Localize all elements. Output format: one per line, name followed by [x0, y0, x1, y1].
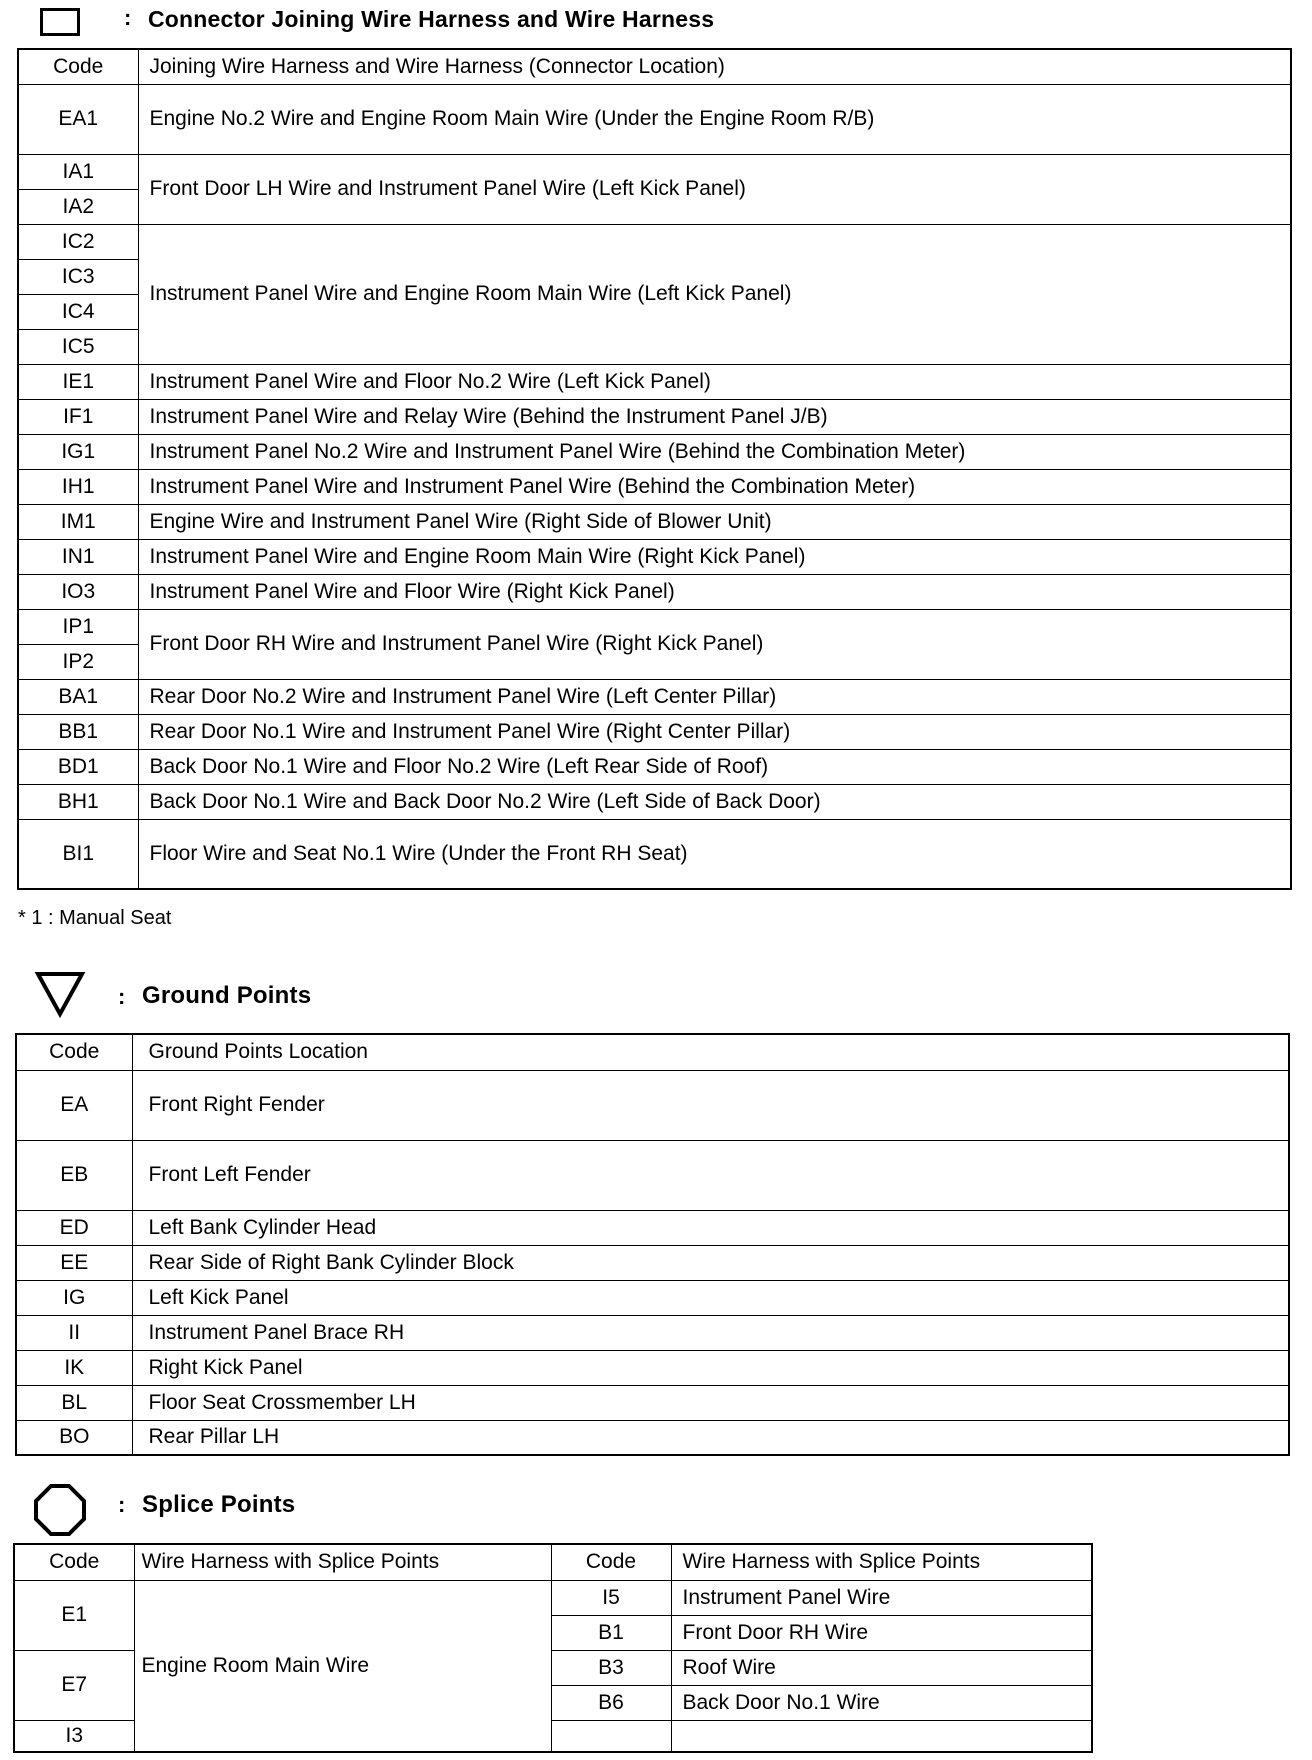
splice-harness: Engine Room Main Wire [134, 1580, 551, 1752]
connector-code: BH1 [18, 784, 138, 819]
ground-code: IK [16, 1350, 132, 1385]
table-row [18, 399, 1291, 434]
connector-code: IP2 [18, 644, 138, 679]
table-row [18, 364, 1291, 399]
code-column-header: Code [551, 1544, 671, 1580]
connector-location: Engine Wire and Instrument Panel Wire (Right Side of Blower Unit) [138, 504, 1291, 539]
splice-table [13, 1543, 1093, 1753]
table-row [16, 1140, 1289, 1210]
ground-location: Left Kick Panel [132, 1280, 1289, 1315]
table-row [16, 1245, 1289, 1280]
footnote: * 1 : Manual Seat [18, 907, 172, 929]
ground-section-title: Ground Points [142, 982, 312, 1009]
ground-colon: : [118, 984, 126, 1009]
connector-square-icon [40, 8, 80, 36]
connector-header-row [18, 49, 1291, 84]
ground-code: EE [16, 1245, 132, 1280]
splice-header-row [14, 1544, 1092, 1580]
splice-harness: Back Door No.1 Wire [671, 1685, 1092, 1720]
table-row [16, 1210, 1289, 1245]
splice-octagon-icon [32, 1482, 88, 1538]
splice-code: I5 [551, 1580, 671, 1615]
splice-harness-empty [671, 1720, 1092, 1752]
code-column-header: Code [14, 1544, 134, 1580]
connector-code: IF1 [18, 399, 138, 434]
table-row [18, 574, 1291, 609]
table-row [16, 1315, 1289, 1350]
code-column-header: Code [18, 49, 138, 84]
table-row [18, 679, 1291, 714]
table-row [18, 609, 1291, 644]
connector-code: IH1 [18, 469, 138, 504]
connector-location: Instrument Panel No.2 Wire and Instrument Panel Wire (Behind the Combination Meter) [138, 434, 1291, 469]
table-row [18, 714, 1291, 749]
ground-code: ED [16, 1210, 132, 1245]
ground-location: Right Kick Panel [132, 1350, 1289, 1385]
code-column-header: Code [16, 1034, 132, 1070]
splice-code: E1 [14, 1580, 134, 1650]
connector-code: IN1 [18, 539, 138, 574]
connector-location: Back Door No.1 Wire and Floor No.2 Wire (Left Rear Side of Roof) [138, 749, 1291, 784]
connector-code: IA1 [18, 154, 138, 189]
connector-code: IO3 [18, 574, 138, 609]
connector-location: Front Door LH Wire and Instrument Panel Wire (Left Kick Panel) [138, 154, 1291, 224]
connector-location: Instrument Panel Wire and Relay Wire (Behind the Instrument Panel J/B) [138, 399, 1291, 434]
connector-location: Front Door RH Wire and Instrument Panel Wire (Right Kick Panel) [138, 609, 1291, 679]
table-row [18, 539, 1291, 574]
splice-code: B3 [551, 1650, 671, 1685]
table-row [16, 1280, 1289, 1315]
ground-code: BO [16, 1420, 132, 1455]
ground-location: Front Left Fender [132, 1140, 1289, 1210]
table-row [14, 1580, 1092, 1615]
ground-location: Front Right Fender [132, 1070, 1289, 1140]
ground-location: Instrument Panel Brace RH [132, 1315, 1289, 1350]
table-row [18, 819, 1291, 889]
splice-code: E7 [14, 1650, 134, 1720]
splice-colon: : [118, 1492, 126, 1517]
table-row [18, 84, 1291, 154]
splice-code: I3 [14, 1720, 134, 1752]
connector-code: IE1 [18, 364, 138, 399]
connector-code: IC4 [18, 294, 138, 329]
splice-harness: Front Door RH Wire [671, 1615, 1092, 1650]
ground-location: Rear Pillar LH [132, 1420, 1289, 1455]
connector-code: IP1 [18, 609, 138, 644]
splice-code: B6 [551, 1685, 671, 1720]
ground-header-row [16, 1034, 1289, 1070]
ground-code: IG [16, 1280, 132, 1315]
ground-location: Rear Side of Right Bank Cylinder Block [132, 1245, 1289, 1280]
connector-code: IC2 [18, 224, 138, 259]
ground-code: BL [16, 1385, 132, 1420]
connector-location: Floor Wire and Seat No.1 Wire (Under the Front RH Seat) [138, 819, 1291, 889]
ground-location: Left Bank Cylinder Head [132, 1210, 1289, 1245]
table-row [16, 1350, 1289, 1385]
connector-location: Instrument Panel Wire and Engine Room Main Wire (Left Kick Panel) [138, 224, 1291, 364]
splice-code: B1 [551, 1615, 671, 1650]
ground-code: EB [16, 1140, 132, 1210]
connector-location: Instrument Panel Wire and Engine Room Main Wire (Right Kick Panel) [138, 539, 1291, 574]
splice-harness: Roof Wire [671, 1650, 1092, 1685]
connector-location: Back Door No.1 Wire and Back Door No.2 Wire (Left Side of Back Door) [138, 784, 1291, 819]
connector-code: BD1 [18, 749, 138, 784]
location-column-header: Ground Points Location [132, 1034, 1289, 1070]
connector-location: Instrument Panel Wire and Floor Wire (Right Kick Panel) [138, 574, 1291, 609]
ground-table [15, 1033, 1290, 1456]
splice-section-title: Splice Points [142, 1491, 296, 1518]
harness-column-header: Wire Harness with Splice Points [134, 1544, 551, 1580]
table-row [18, 504, 1291, 539]
connector-location: Engine No.2 Wire and Engine Room Main Wire (Under the Engine Room R/B) [138, 84, 1291, 154]
connector-section-title: Connector Joining Wire Harness and Wire Harness [148, 6, 715, 32]
connector-code: IC3 [18, 259, 138, 294]
connector-location: Rear Door No.1 Wire and Instrument Panel Wire (Right Center Pillar) [138, 714, 1291, 749]
location-column-header: Joining Wire Harness and Wire Harness (Connector Location) [138, 49, 1291, 84]
connector-code: EA1 [18, 84, 138, 154]
connector-code: BA1 [18, 679, 138, 714]
connector-code: BB1 [18, 714, 138, 749]
ground-location: Floor Seat Crossmember LH [132, 1385, 1289, 1420]
connector-table [17, 48, 1292, 890]
connector-code: IG1 [18, 434, 138, 469]
connector-colon: : [124, 5, 132, 30]
table-row [18, 434, 1291, 469]
connector-location: Instrument Panel Wire and Floor No.2 Wire (Left Kick Panel) [138, 364, 1291, 399]
connector-location: Rear Door No.2 Wire and Instrument Panel Wire (Left Center Pillar) [138, 679, 1291, 714]
table-row [18, 154, 1291, 189]
ground-triangle-icon [34, 970, 86, 1018]
harness-column-header: Wire Harness with Splice Points [671, 1544, 1092, 1580]
splice-code-empty [551, 1720, 671, 1752]
connector-code: IA2 [18, 189, 138, 224]
table-row [18, 469, 1291, 504]
connector-code: IC5 [18, 329, 138, 364]
table-row [16, 1070, 1289, 1140]
table-row [16, 1420, 1289, 1455]
ground-code: EA [16, 1070, 132, 1140]
splice-harness: Instrument Panel Wire [671, 1580, 1092, 1615]
connector-location: Instrument Panel Wire and Instrument Panel Wire (Behind the Combination Meter) [138, 469, 1291, 504]
table-row [16, 1385, 1289, 1420]
table-row [18, 224, 1291, 259]
table-row [18, 749, 1291, 784]
connector-code: IM1 [18, 504, 138, 539]
table-row [18, 784, 1291, 819]
ground-code: II [16, 1315, 132, 1350]
connector-code: BI1 [18, 819, 138, 889]
